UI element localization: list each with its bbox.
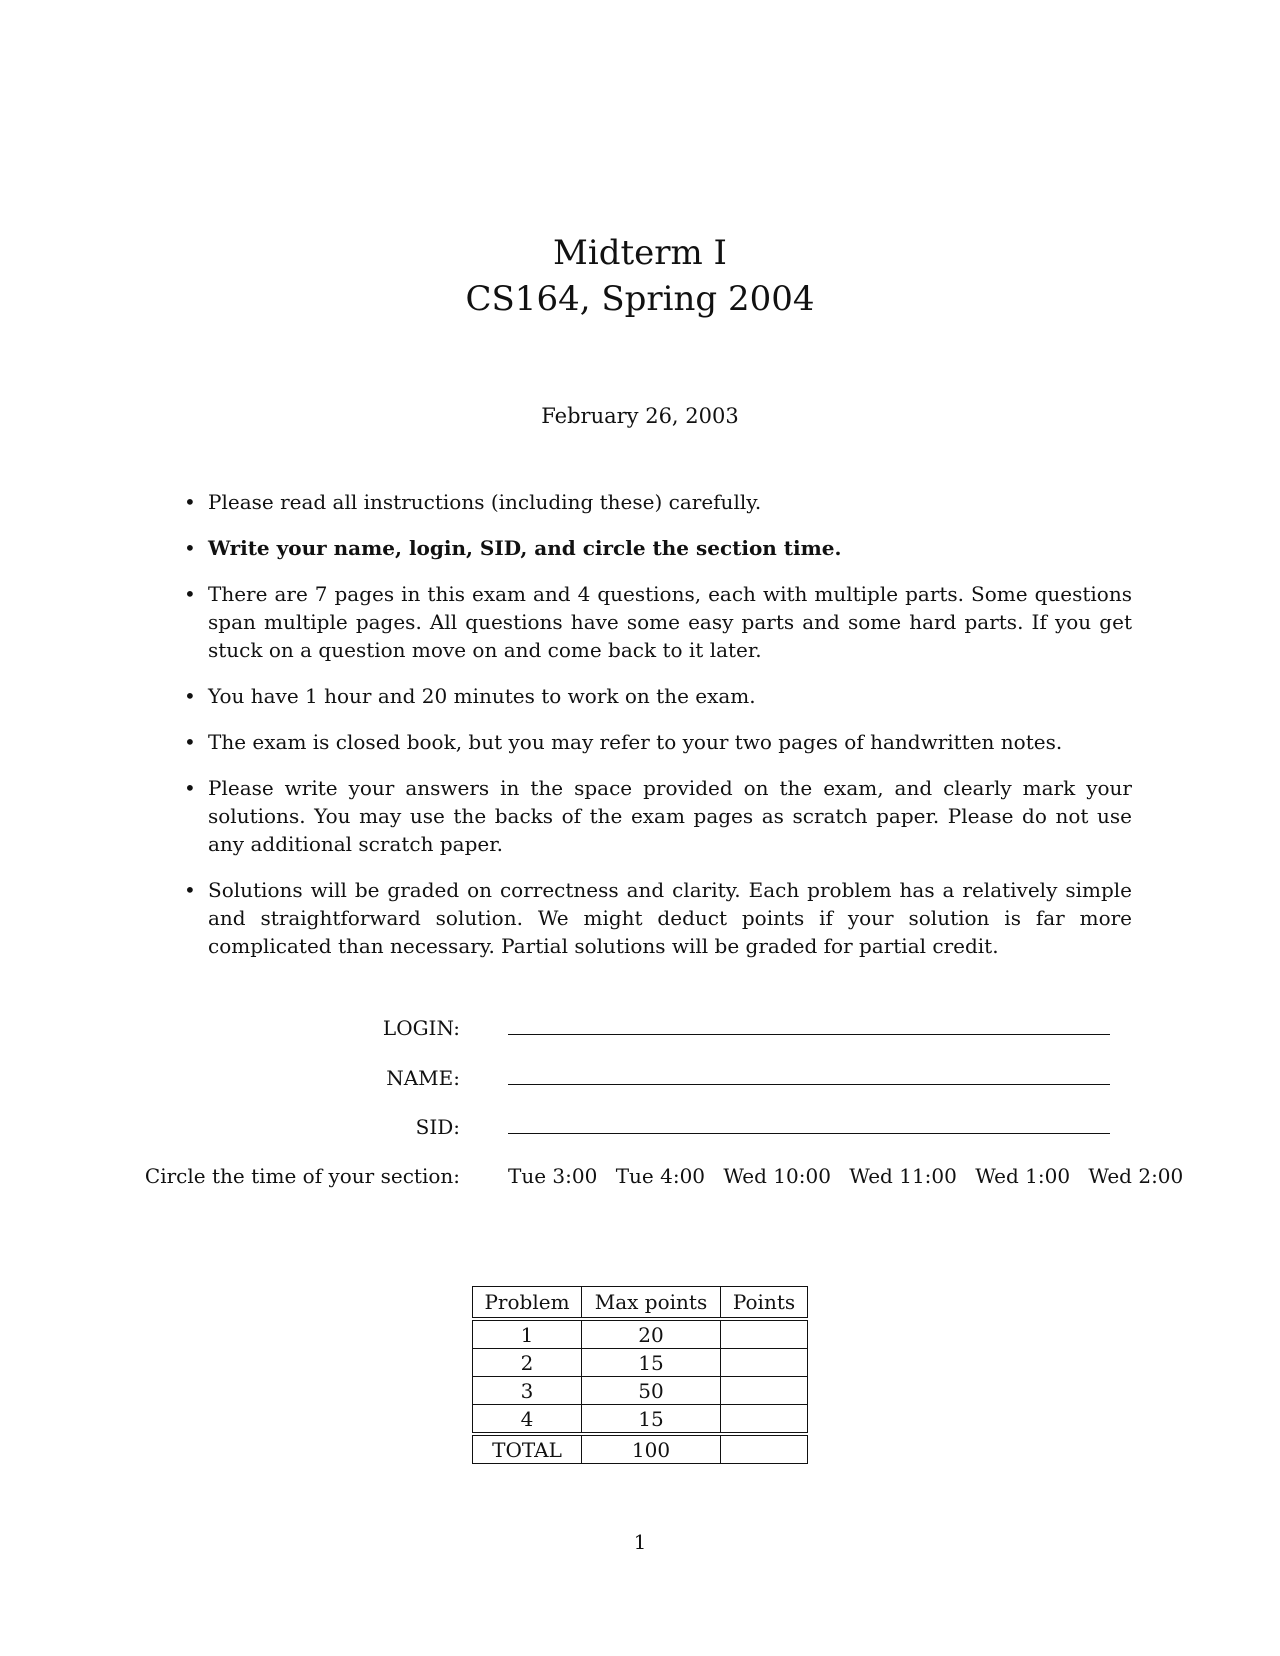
instruction-item: • Please write your answers in the space provided on the exam, and clearly mark your solutions. You may use the backs of the exam pages as scratch paper. Please do not use any additional scratch paper.: [184, 776, 1132, 856]
table-row: [473, 1377, 808, 1405]
instruction-item: • There are 7 pages in this exam and 4 questions, each with multiple parts. Some questions span multiple pages. All questions have some easy parts and some hard parts. If you get stuck on a question move on and come back to it later.: [184, 582, 1132, 662]
instruction-item: • Solutions will be graded on correctness and clarity. Each problem has a relatively simple and straightforward solution. We might deduct points if your solution is far more complicated than necessary. Partial solutions will be graded for partial credit.: [184, 878, 1132, 958]
problem-cell: 2: [473, 1349, 582, 1377]
problem-cell: 1: [473, 1319, 582, 1349]
table-row: [473, 1405, 808, 1435]
bullet-icon: •: [184, 878, 196, 902]
score-table: [472, 1286, 808, 1464]
bullet-icon: •: [184, 490, 196, 514]
sid-label: SID:: [415, 1115, 460, 1139]
points-cell[interactable]: [721, 1349, 808, 1377]
instruction-item: • The exam is closed book, but you may refer to your two pages of handwritten notes.: [184, 730, 1063, 754]
instruction-item: • Write your name, login, SID, and circle the section time.: [184, 536, 842, 560]
instructions-list: [180, 488, 1132, 978]
exam-date: February 26, 2003: [541, 404, 739, 428]
problem-cell: 4: [473, 1405, 582, 1435]
table-row: [473, 1349, 808, 1377]
max-points-cell: 50: [582, 1377, 721, 1405]
section-time-option[interactable]: Tue 3:00: [508, 1164, 598, 1188]
section-time-option[interactable]: Tue 4:00: [615, 1164, 706, 1188]
table-row: [473, 1319, 808, 1349]
course-name: CS164, Spring 2004: [465, 279, 815, 319]
name-label: NAME:: [386, 1066, 460, 1090]
total-points-cell[interactable]: [721, 1434, 808, 1464]
problem-cell: 3: [473, 1377, 582, 1405]
sid-field[interactable]: [508, 1133, 1110, 1134]
section-time-option[interactable]: Wed 2:00: [1088, 1164, 1184, 1188]
header-max-points: Max points: [582, 1287, 721, 1320]
max-points-cell: 15: [582, 1349, 721, 1377]
total-label-cell: TOTAL: [473, 1434, 582, 1464]
section-time-option[interactable]: Wed 10:00: [723, 1164, 831, 1188]
instruction-item: • Please read all instructions (including these) carefully.: [184, 490, 762, 514]
bullet-icon: •: [184, 730, 196, 754]
exam-title: Midterm I: [553, 233, 727, 273]
max-points-cell: 20: [582, 1319, 721, 1349]
table-header-row: [473, 1287, 808, 1320]
points-cell[interactable]: [721, 1377, 808, 1405]
points-cell[interactable]: [721, 1405, 808, 1435]
header-points: Points: [721, 1287, 808, 1320]
section-time-option[interactable]: Wed 1:00: [975, 1164, 1071, 1188]
total-max-cell: 100: [582, 1434, 721, 1464]
points-cell[interactable]: [721, 1319, 808, 1349]
instruction-item: • You have 1 hour and 20 minutes to work on the exam.: [184, 684, 756, 708]
header-problem: Problem: [473, 1287, 582, 1320]
section-times: [508, 1162, 1195, 1190]
login-field[interactable]: [508, 1034, 1110, 1035]
section-label: Circle the time of your section:: [144, 1164, 460, 1188]
name-field[interactable]: [508, 1084, 1110, 1085]
page-number: 1: [633, 1530, 647, 1554]
section-time-option[interactable]: Wed 11:00: [849, 1164, 957, 1188]
login-label: LOGIN:: [382, 1016, 460, 1040]
max-points-cell: 15: [582, 1405, 721, 1435]
table-total-row: [473, 1434, 808, 1464]
bullet-icon: •: [184, 684, 196, 708]
bullet-icon: •: [184, 776, 196, 800]
bullet-icon: •: [184, 536, 196, 560]
bullet-icon: •: [184, 582, 196, 606]
